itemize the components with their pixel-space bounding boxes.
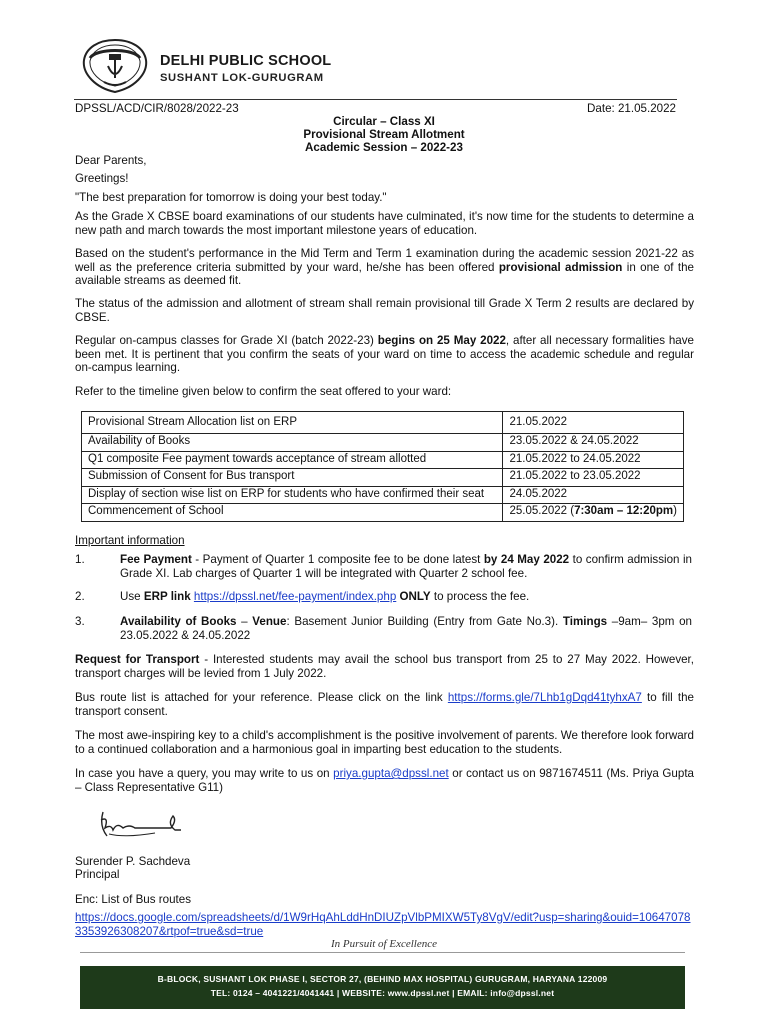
paragraph-classes: Regular on-campus classes for Grade XI (batch 2022-23) begins on 25 May 2022, after all necessary formalities have been met. It is pertinent that you confirm the seats of your ward on time to access the academic schedule and regular on-campus learning.: [75, 334, 694, 375]
table-row: [82, 434, 684, 452]
transport-form-link[interactable]: https://forms.gle/7Lhb1gDqd41tyhxA7: [447, 691, 642, 704]
timeline-task: Submission of Consent for Bus transport: [82, 469, 503, 487]
timeline-date: 25.05.2022 (7:30am – 12:20pm): [503, 504, 684, 522]
paragraph-intro: As the Grade X CBSE board examinations of our students have culminated, it's now time for the students to determine a new path and march towards the most important milestone years of education.: [75, 210, 694, 237]
reference-number: DPSSL/ACD/CIR/8028/2022-23: [75, 102, 239, 115]
footer-divider: [80, 952, 685, 953]
timeline-task: Q1 composite Fee payment towards acceptance of stream allotted: [82, 451, 503, 469]
circular-subtitle: Provisional Stream Allotment: [303, 128, 465, 141]
item-number: 3.: [75, 615, 85, 628]
circular-date: Date: 21.05.2022: [587, 102, 676, 115]
item-number: 2.: [75, 590, 85, 603]
timeline-table: [81, 411, 684, 522]
timeline-task: Availability of Books: [82, 434, 503, 452]
circular-title: Circular – Class XI: [333, 115, 435, 128]
footer-bar: [80, 966, 685, 1009]
enclosure-label: Enc: List of Bus routes: [75, 893, 191, 906]
table-row: [82, 412, 684, 434]
greeting: Greetings!: [75, 172, 129, 185]
timeline-date: 24.05.2022: [503, 486, 684, 504]
item-erp-link: Use ERP link https://dpssl.net/fee-payment/index.php ONLY to process the fee.: [120, 590, 530, 603]
salutation: Dear Parents,: [75, 154, 147, 167]
paragraph-closing: The most awe-inspiring key to a child's accomplishment is the positive involvement of parents. We therefore look forward to a continued collaboration and a harmonious goal in imparting best education to the students.: [75, 729, 694, 756]
enclosure-link-block: [75, 911, 694, 938]
school-name: DELHI PUBLIC SCHOOL: [160, 53, 332, 69]
item-fee-payment: Fee Payment - Payment of Quarter 1 composite fee to be done latest by 24 May 2022 to confirm admission in Grade XI. Lab charges of Quarter 1 will be integrated with Quarter 2 school fee.: [120, 553, 692, 580]
school-motto: In Pursuit of Excellence: [331, 938, 437, 950]
school-location: SUSHANT LOK-GURUGRAM: [160, 72, 324, 84]
paragraph-bus-route: Bus route list is attached for your reference. Please click on the link https://forms.gle/7Lhb1gDqd41tyhxA7 to fill the transport consent.: [75, 691, 694, 718]
timeline-date: 21.05.2022: [503, 412, 684, 434]
academic-session: Academic Session – 2022-23: [305, 141, 463, 154]
paragraph-transport: Request for Transport - Interested students may avail the school bus transport from 25 to 27 May 2022. However, transport charges will be levied from 1 July 2022.: [75, 653, 694, 680]
timeline-task: Display of section wise list on ERP for students who have confirmed their seat: [82, 486, 503, 504]
timeline-task: Commencement of School: [82, 504, 503, 522]
school-crest-logo: [78, 38, 152, 94]
timeline-date: 21.05.2022 to 24.05.2022: [503, 451, 684, 469]
principal-signature: [95, 806, 185, 842]
principal-name: Surender P. Sachdeva: [75, 855, 191, 868]
paragraph-status: The status of the admission and allotment of stream shall remain provisional till Grade X Term 2 results are declared by CBSE.: [75, 297, 694, 324]
table-row: [82, 486, 684, 504]
item-books: Availability of Books – Venue: Basement Junior Building (Entry from Gate No.3). Timings –9am– 3pm on 23.05.2022 & 24.05.2022: [120, 615, 693, 642]
paragraph-performance: Based on the student's performance in the Mid Term and Term 1 examination during the academic session 2021-22 as well as the preference criteria submitted by your ward, he/she has been offered provisional admission in one of the available streams as deemed fit.: [75, 247, 695, 288]
table-row: [82, 469, 684, 487]
principal-title: Principal: [75, 868, 120, 881]
important-heading: Important information: [75, 534, 185, 547]
item-number: 1.: [75, 553, 85, 566]
footer-address: B-BLOCK, SUSHANT LOK PHASE I, SECTOR 27, (BEHIND MAX HOSPITAL) GURUGRAM, HARYANA 122009: [157, 974, 608, 984]
quote: "The best preparation for tomorrow is doing your best today.": [75, 191, 387, 204]
paragraph-query: In case you have a query, you may write to us on priya.gupta@dpssl.net or contact us on 9871674511 (Ms. Priya Gupta – Class Representative G11): [75, 767, 694, 794]
timeline-task: Provisional Stream Allocation list on ERP: [82, 412, 503, 434]
header-divider: [74, 99, 677, 100]
fee-payment-link[interactable]: https://dpssl.net/fee-payment/index.php: [193, 590, 397, 603]
email-link[interactable]: priya.gupta@dpssl.net: [333, 767, 449, 780]
bus-routes-link[interactable]: https://docs.google.com/spreadsheets/d/1W9rHqAhLddHnDIUZpVlbPMIXW5Ty8VgV/edit?usp=sharing&ouid=106470783353926308207&rtpof=true&sd=true: [75, 911, 691, 938]
table-row: [82, 504, 684, 522]
footer-contact: TEL: 0124 – 4041221/4041441 | WEBSITE: www.dpssl.net | EMAIL: info@dpssl.net: [210, 988, 555, 998]
table-row: [82, 451, 684, 469]
paragraph-timeline-intro: Refer to the timeline given below to confirm the seat offered to your ward:: [75, 385, 452, 398]
timeline-date: 21.05.2022 to 23.05.2022: [503, 469, 684, 487]
timeline-date: 23.05.2022 & 24.05.2022: [503, 434, 684, 452]
